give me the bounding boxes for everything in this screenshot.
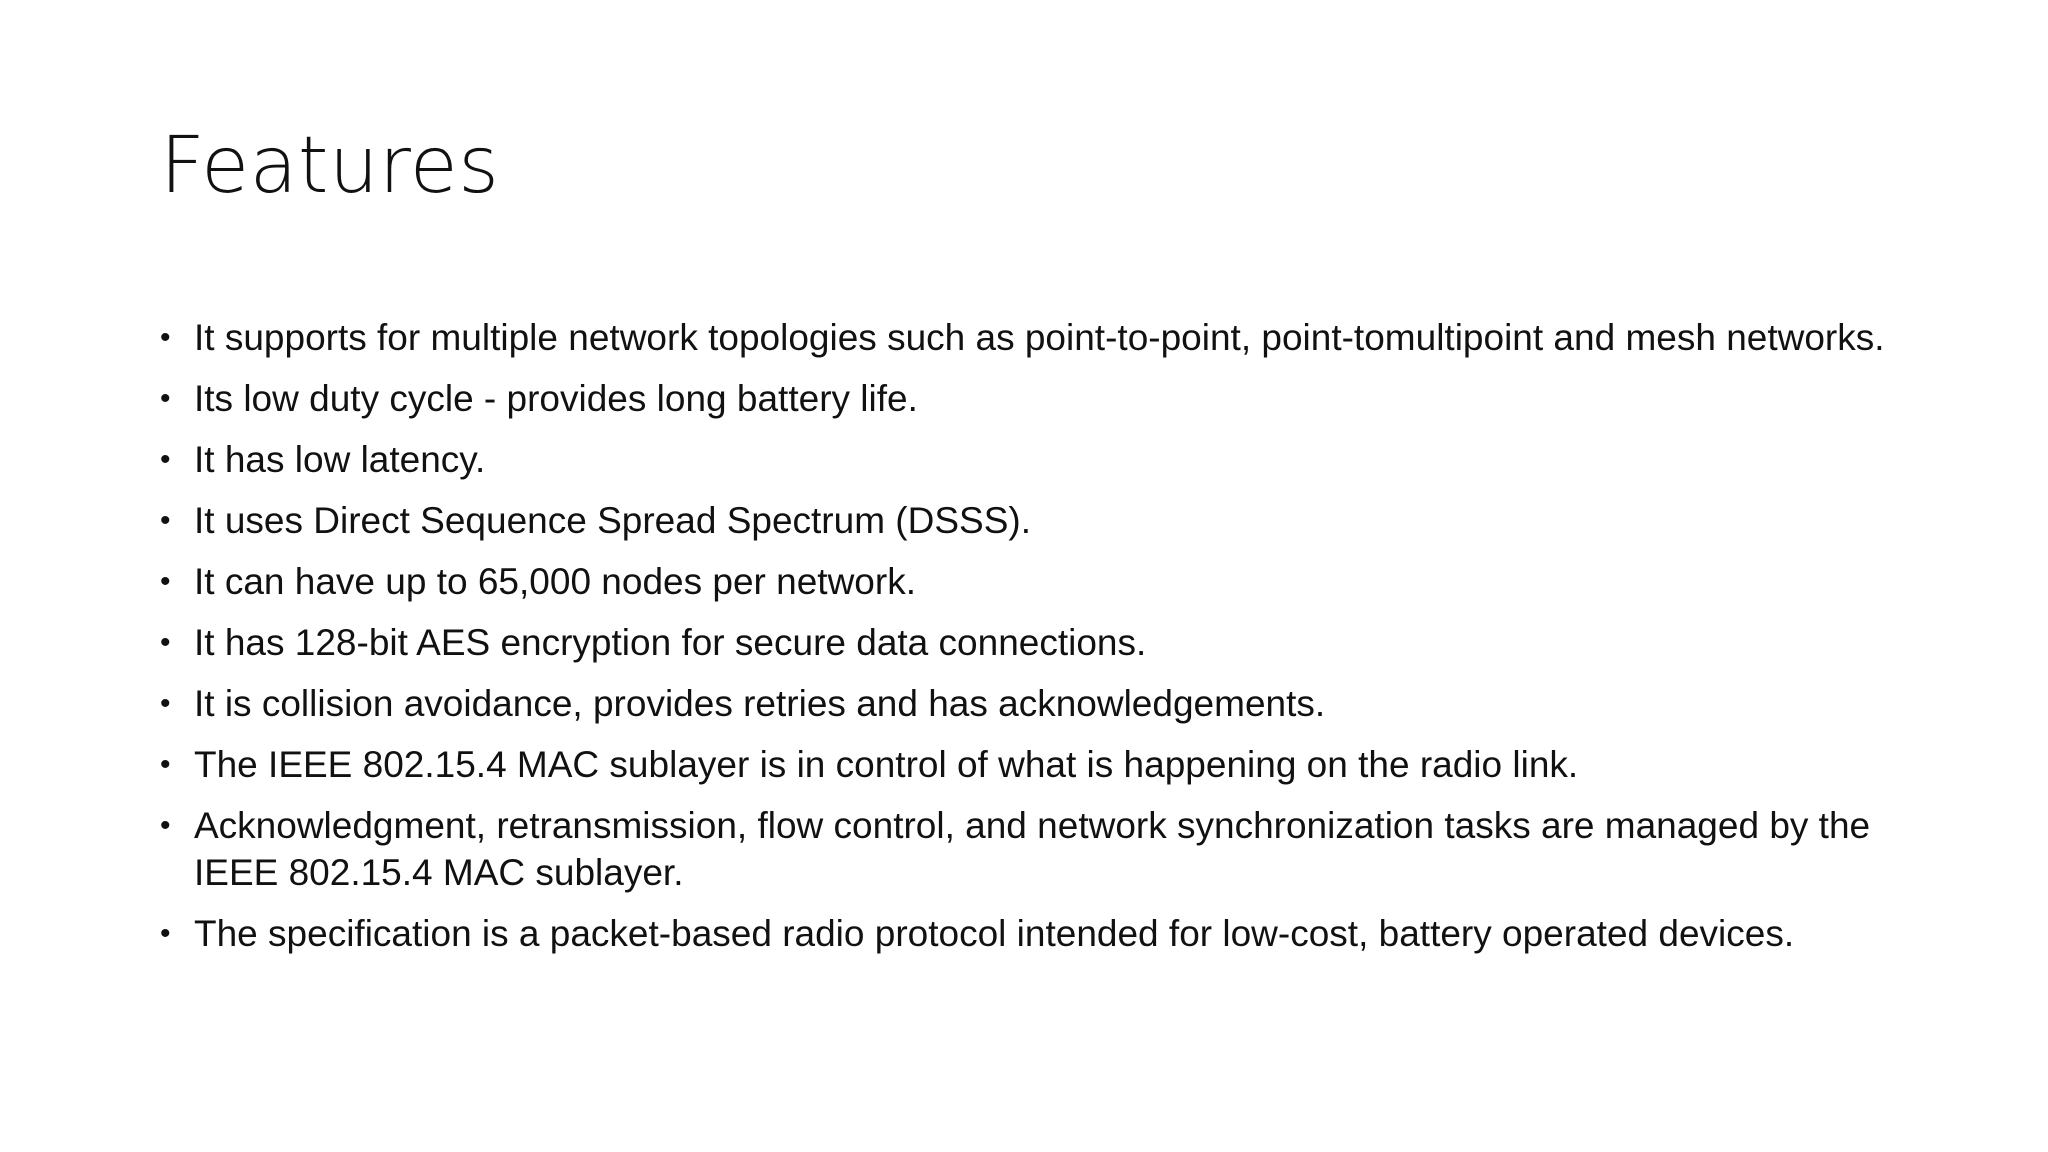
bullet-item — [160, 497, 1920, 544]
bullet-text: The IEEE 802.15.4 MAC sublayer is in control of what is happening on the radio link. — [194, 744, 1579, 785]
bullet-dot-icon: • — [160, 626, 171, 659]
bullet-dot-icon: • — [160, 504, 171, 537]
bullet-dot-icon: • — [160, 443, 171, 476]
bullet-text: It has low latency. — [194, 439, 486, 480]
bullet-item — [160, 680, 1920, 727]
bullet-item — [160, 436, 1920, 483]
bullet-item — [160, 910, 1920, 957]
bullet-text: It can have up to 65,000 nodes per network. — [194, 561, 916, 602]
bullet-dot-icon: • — [160, 687, 171, 720]
bullet-item — [160, 314, 1920, 361]
bullet-dot-icon: • — [160, 321, 171, 354]
bullet-dot-icon: • — [160, 809, 171, 842]
bullet-item — [160, 741, 1920, 788]
bullet-dot-icon: • — [160, 382, 171, 415]
bullet-text: It is collision avoidance, provides retries and has acknowledgements. — [194, 683, 1326, 724]
bullet-text: Its low duty cycle - provides long battery life. — [194, 378, 918, 419]
bullet-text: It has 128-bit AES encryption for secure data connections. — [194, 622, 1147, 663]
bullet-item — [160, 558, 1920, 605]
bullet-list — [160, 314, 1920, 971]
bullet-item — [160, 375, 1920, 422]
bullet-item — [160, 802, 1920, 896]
bullet-dot-icon: • — [160, 917, 171, 950]
slide-title: Features — [160, 121, 500, 211]
bullet-dot-icon: • — [160, 565, 171, 598]
bullet-text: The specification is a packet-based radio protocol intended for low-cost, battery operated devices. — [194, 913, 1795, 954]
bullet-text: Acknowledgment, retransmission, flow control, and network synchronization tasks are managed by the IEEE 802.15.4 MAC sublayer. — [194, 805, 1871, 893]
bullet-item — [160, 619, 1920, 666]
bullet-text: It supports for multiple network topologies such as point-to-point, point-tomultipoint and mesh networks. — [194, 317, 1885, 358]
bullet-text: It uses Direct Sequence Spread Spectrum (DSSS). — [194, 500, 1031, 541]
bullet-dot-icon: • — [160, 748, 171, 781]
